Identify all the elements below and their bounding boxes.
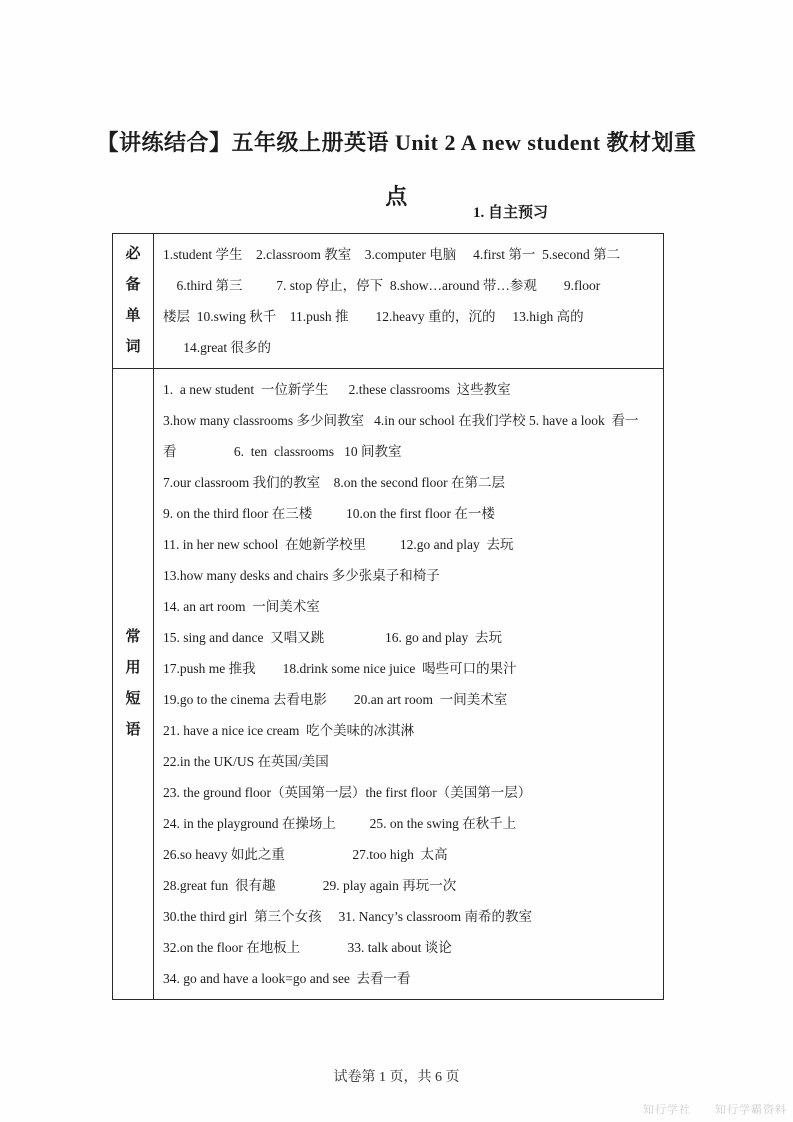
content-line: 1. a new student 一位新学生 2.these classrooms 这些教室 <box>163 382 511 397</box>
content-line: 13.how many desks and chairs 多少张桌子和椅子 <box>163 568 440 583</box>
row-header-char: 语 <box>125 722 141 738</box>
vocab-table <box>112 233 664 1000</box>
page-footer: 试卷第 1 页，共 6 页 <box>333 1070 460 1085</box>
row-header-char: 常 <box>125 629 141 645</box>
row-header <box>113 234 154 369</box>
content-line: 30.the third girl 第三个女孩 31. Nancy’s classroom 南希的教室 <box>163 909 532 924</box>
content-line: 24. in the playground 在操场上 25. on the swing 在秋千上 <box>163 816 517 831</box>
row-content <box>154 369 664 1000</box>
content-line: 22.in the UK/US 在英国/美国 <box>163 754 329 769</box>
content-line: 1.student 学生 2.classroom 教室 3.computer 电脑 4.first 第一 5.second 第二 <box>163 247 621 262</box>
content-line: 32.on the floor 在地板上 33. talk about 谈论 <box>163 940 452 955</box>
table-row <box>113 369 664 1000</box>
document-title <box>0 116 793 224</box>
content-line: 34. go and have a look=go and see 去看一看 <box>163 971 411 986</box>
row-header <box>113 369 154 1000</box>
content-line: 3.how many classrooms 多少间教室 4.in our school 在我们学校 5. have a look 看一 <box>163 413 639 428</box>
content-line: 17.push me 推我 18.drink some nice juice 喝些可口的果汁 <box>163 661 517 676</box>
content-line: 15. sing and dance 又唱又跳 16. go and play 去玩 <box>163 630 502 645</box>
content-line: 14.great 很多的 <box>163 340 271 355</box>
section-heading: 1. 自主预习 <box>473 205 549 221</box>
content-line: 9. on the third floor 在三楼 10.on the first floor 在一楼 <box>163 506 495 521</box>
document-title-line2: 点 <box>385 184 408 209</box>
content-line: 7.our classroom 我们的教室 8.on the second floor 在第二层 <box>163 475 505 490</box>
table-row <box>113 234 664 369</box>
row-header-char: 单 <box>125 308 141 324</box>
content-line: 23. the ground floor（英国第一层）the first floor（美国第一层） <box>163 785 532 800</box>
content-line: 楼层 10.swing 秋千 11.push 推 12.heavy 重的，沉的 13.high 高的 <box>163 309 584 324</box>
content-line: 看 6. ten classrooms 10 间教室 <box>163 444 402 459</box>
content-line: 14. an art room 一间美术室 <box>163 599 320 614</box>
watermark: 知行学社 知行学霸资料 <box>643 1104 787 1116</box>
content-line: 28.great fun 很有趣 29. play again 再玩一次 <box>163 878 457 893</box>
content-line: 26.so heavy 如此之重 27.too high 太高 <box>163 847 448 862</box>
row-header-char: 必 <box>125 246 141 262</box>
row-header-char: 短 <box>125 691 141 707</box>
row-header-char: 用 <box>125 660 141 676</box>
document-title-line1: 【讲练结合】五年级上册英语 Unit 2 A new student 教材划重 <box>96 130 697 155</box>
row-content <box>154 234 664 369</box>
row-header-char: 词 <box>125 339 141 355</box>
content-line: 11. in her new school 在她新学校里 12.go and play 去玩 <box>163 537 514 552</box>
row-header-char: 备 <box>125 277 141 293</box>
content-line: 19.go to the cinema 去看电影 20.an art room 一间美术室 <box>163 692 508 707</box>
content-line: 6.third 第三 7. stop 停止，停下 8.show…around 带…参观 9.floor <box>163 278 601 293</box>
content-line: 21. have a nice ice cream 吃个美味的冰淇淋 <box>163 723 415 738</box>
